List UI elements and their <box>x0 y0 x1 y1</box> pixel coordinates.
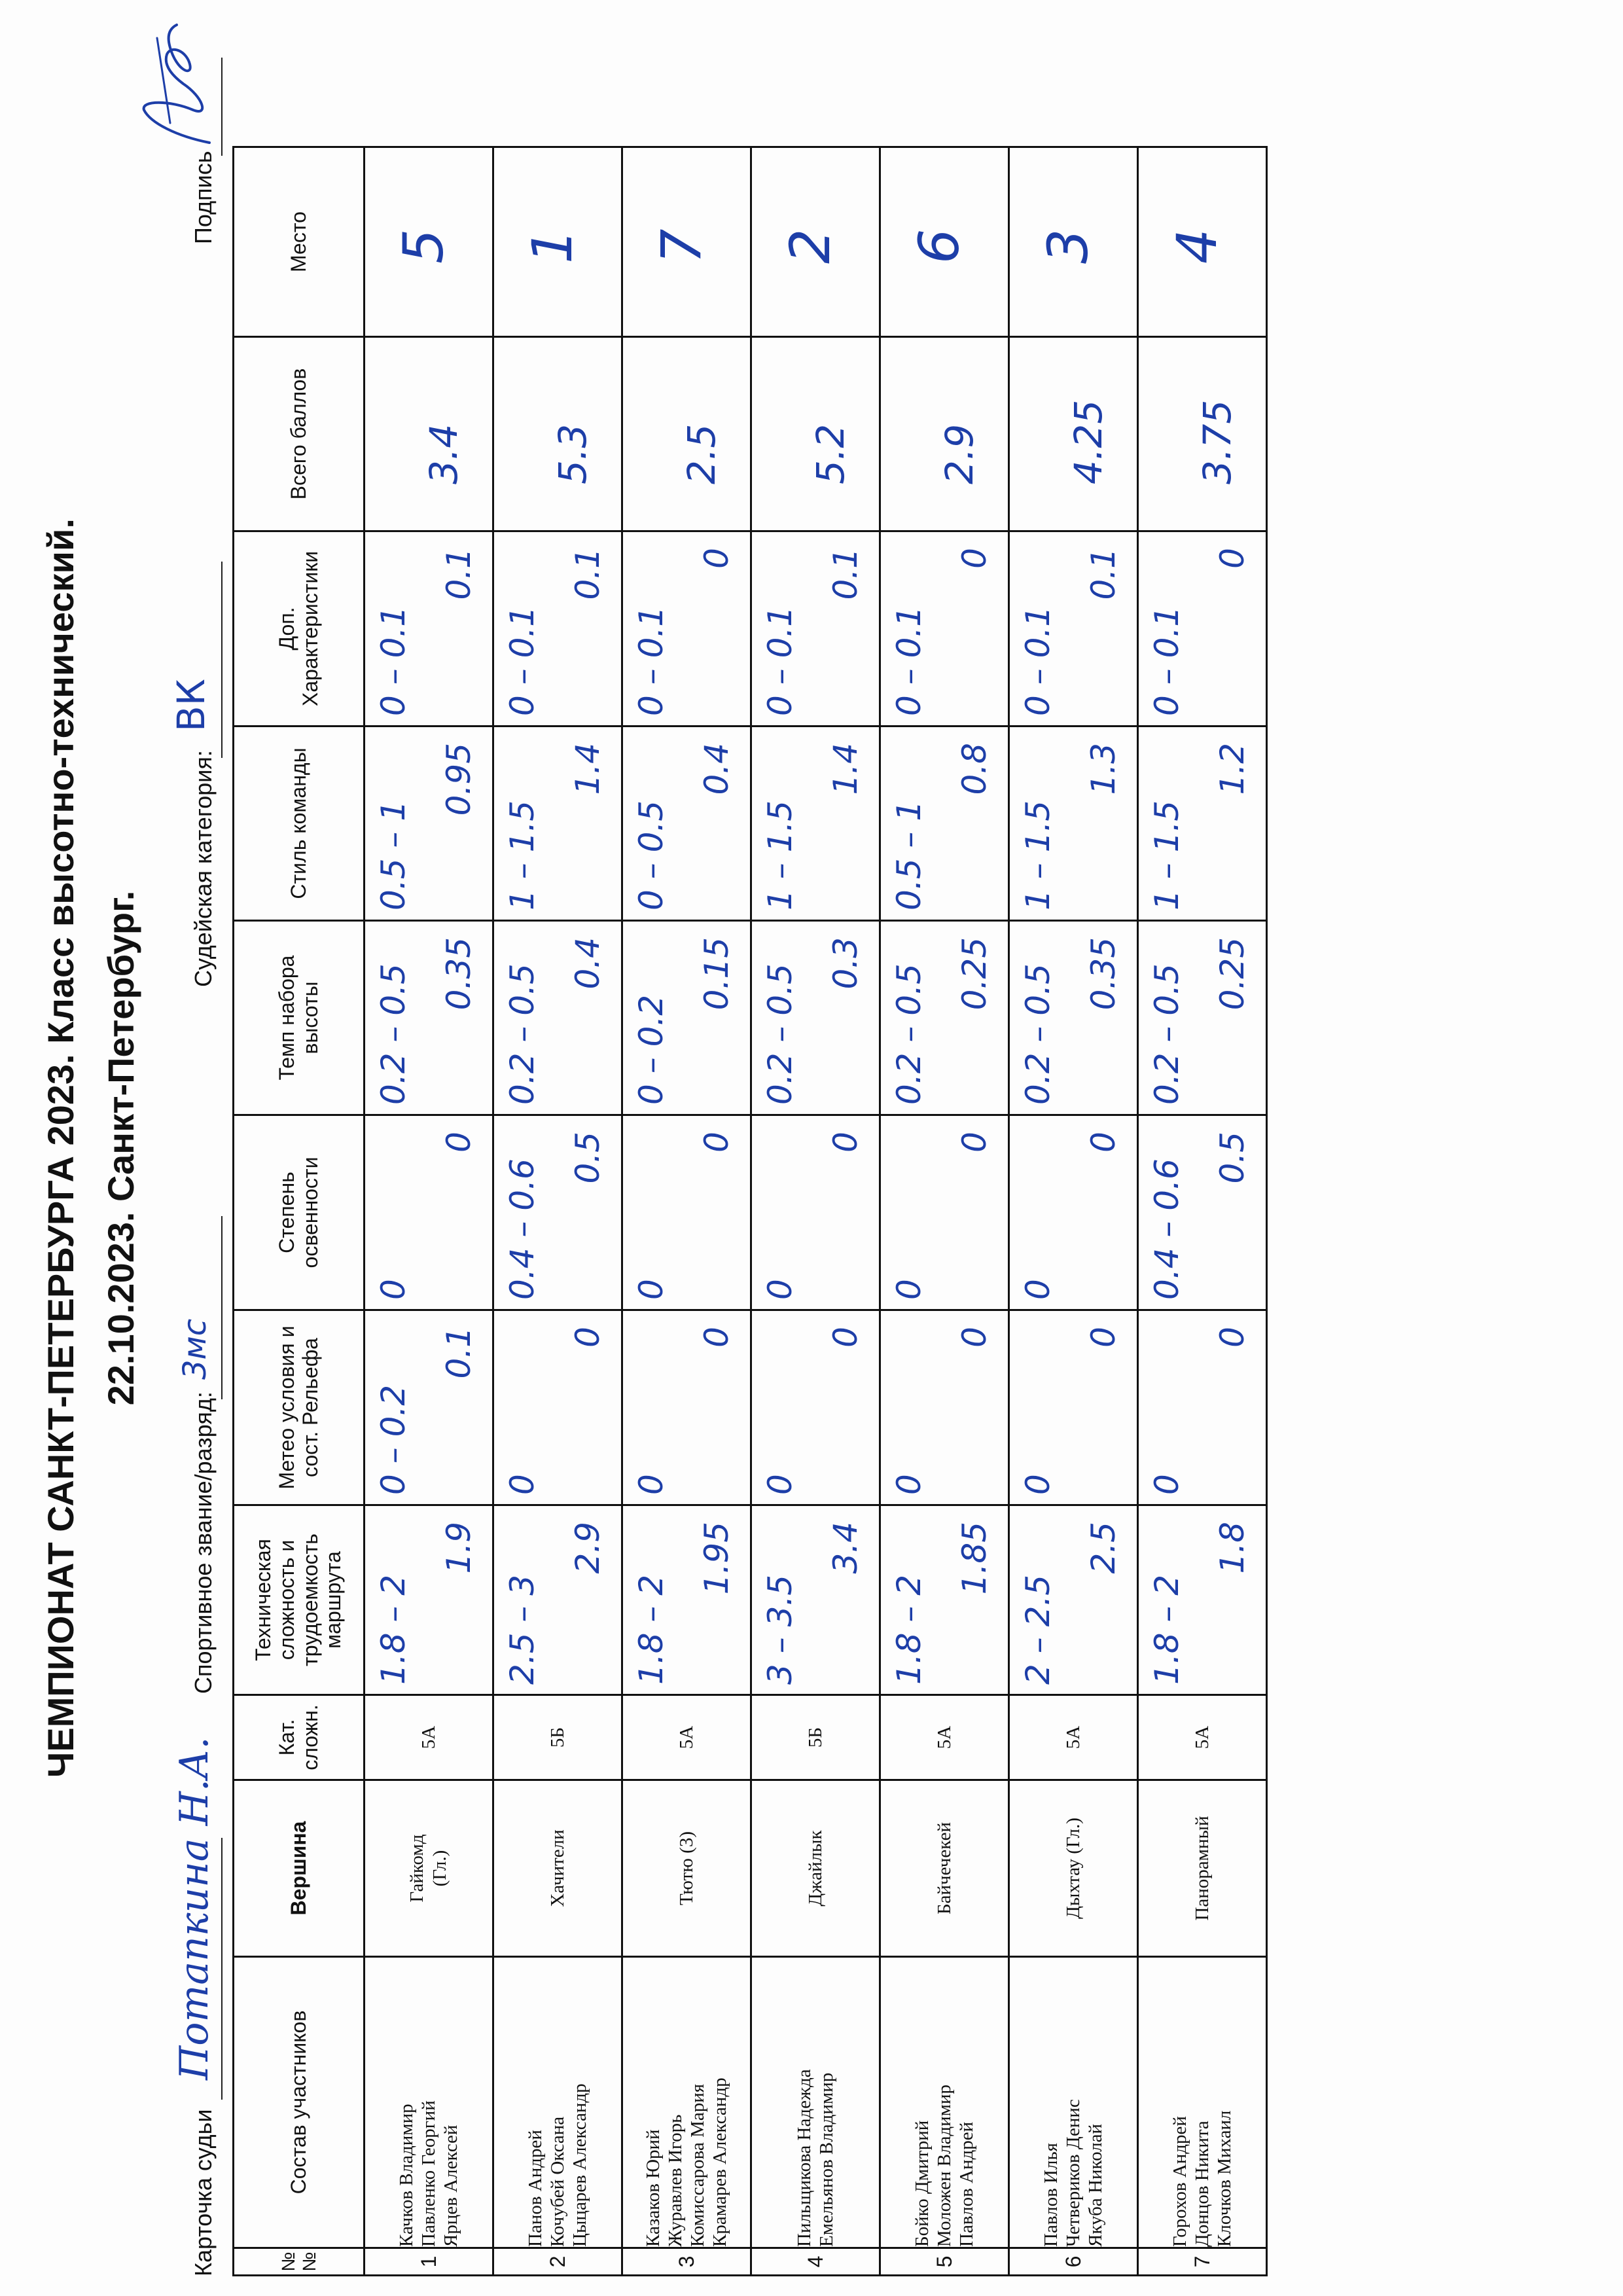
score-weather <box>1138 1310 1267 1505</box>
score-value-handwritten: 0.1 <box>1084 548 1122 600</box>
score-tech <box>493 1505 622 1695</box>
place-value <box>622 147 751 337</box>
score-value-handwritten: 0 <box>1084 1132 1122 1153</box>
member-name: Донцов Никита <box>1191 2121 1213 2247</box>
score-value-handwritten: 0 <box>698 1132 736 1153</box>
score-tech <box>1138 1505 1267 1695</box>
score-extra <box>1009 531 1138 726</box>
score-value-handwritten: 1.85 <box>955 1522 993 1595</box>
score-value-handwritten: 0.15 <box>698 937 736 1011</box>
total-handwritten: 2.9 <box>937 423 982 484</box>
member-name: Панов Андрей <box>524 2130 546 2247</box>
score-value-handwritten: 0.1 <box>440 548 478 600</box>
score-extra <box>493 531 622 726</box>
score-range-handwritten: 1 – 1.5 <box>761 800 799 910</box>
col-header-extra: Доп. Характеристики <box>234 531 365 726</box>
place-handwritten: 6 <box>907 228 971 264</box>
place-value <box>365 147 493 337</box>
score-range-handwritten: 0.4 – 0.6 <box>1148 1158 1186 1300</box>
score-pace <box>622 921 751 1115</box>
score-value-handwritten: 0 <box>1213 1327 1251 1348</box>
col-header-pace: Темп набора высоты <box>234 921 365 1115</box>
score-range-handwritten: 0 – 0.1 <box>503 605 541 716</box>
results-table <box>232 146 1268 2276</box>
score-range-handwritten: 0 <box>761 1279 799 1300</box>
member-name: Горохов Андрей <box>1169 2116 1190 2247</box>
score-range-handwritten: 1 – 1.5 <box>1148 800 1186 910</box>
col-header-total: Всего баллов <box>234 337 365 531</box>
col-header-explored: Степень освенности <box>234 1115 365 1310</box>
score-weather <box>493 1310 622 1505</box>
total-handwritten: 2.5 <box>679 423 724 484</box>
score-value-handwritten: 2.9 <box>569 1522 607 1574</box>
peak-line: Гайкомд <box>406 1834 428 1903</box>
col-header-weather: Метео условия и сост. Рельефа <box>234 1310 365 1505</box>
score-range-handwritten: 0.2 – 0.5 <box>374 963 412 1105</box>
score-range-handwritten: 0 – 0.2 <box>632 994 670 1105</box>
difficulty-category: 5А <box>880 1695 1009 1780</box>
team-members <box>1138 1957 1267 2248</box>
score-pace <box>1138 921 1267 1115</box>
peak-name <box>493 1780 622 1957</box>
score-value-handwritten: 0 <box>827 1132 865 1153</box>
score-total <box>1009 337 1138 531</box>
score-range-handwritten: 3 – 3.5 <box>761 1574 799 1685</box>
place-handwritten: 7 <box>649 228 713 264</box>
score-value-handwritten: 0 <box>440 1132 478 1153</box>
score-value-handwritten: 0 <box>569 1327 607 1348</box>
member-name: Пильщикова Надежда <box>793 2069 815 2247</box>
page-title: ЧЕМПИОНАТ САНКТ-ПЕТЕРБУРГА 2023. Класс высотно-технический. <box>40 518 81 1778</box>
score-explored <box>1009 1115 1138 1310</box>
team-members <box>622 1957 751 2248</box>
score-extra <box>751 531 880 726</box>
rank-handwritten: 3мс <box>177 1318 213 1380</box>
score-value-handwritten: 2.5 <box>1084 1522 1122 1574</box>
col-header-team: Состав участников <box>234 1957 365 2248</box>
score-explored <box>622 1115 751 1310</box>
row-number: 3 <box>622 2248 751 2276</box>
score-range-handwritten: 0.4 – 0.6 <box>503 1158 541 1300</box>
score-pace <box>365 921 493 1115</box>
difficulty-category: 5А <box>1138 1695 1267 1780</box>
col-header-cat: Кат. сложн. <box>234 1695 365 1780</box>
score-range-handwritten: 0 – 0.1 <box>761 605 799 716</box>
member-name: Клочков Михаил <box>1214 2110 1236 2247</box>
score-extra <box>622 531 751 726</box>
row-number: 6 <box>1009 2248 1138 2276</box>
judge-name-handwritten: Потапкина Н.А. <box>171 1736 217 2080</box>
row-number: 4 <box>751 2248 880 2276</box>
score-weather <box>880 1310 1009 1505</box>
col-header-place: Место <box>234 147 365 337</box>
score-value-handwritten: 0.1 <box>440 1327 478 1379</box>
member-name: Ярцев Алексей <box>440 2125 462 2247</box>
total-handwritten: 3.4 <box>421 423 466 484</box>
score-style <box>880 726 1009 921</box>
peak-line: Тютю (3) <box>675 1831 697 1905</box>
score-value-handwritten: 0.1 <box>827 548 865 600</box>
place-value <box>1009 147 1138 337</box>
place-handwritten: 2 <box>778 228 842 264</box>
peak-name <box>622 1780 751 1957</box>
score-range-handwritten: 0 – 0.5 <box>632 800 670 910</box>
score-tech <box>751 1505 880 1695</box>
score-extra <box>365 531 493 726</box>
page-subtitle: 22.10.2023. Санкт-Петербург. <box>100 890 141 1406</box>
rank-label: Спортивное звание/разряд: <box>190 1391 217 1694</box>
member-name: Якуба Николай <box>1085 2123 1107 2247</box>
score-range-handwritten: 0 <box>1019 1474 1057 1495</box>
score-pace <box>880 921 1009 1115</box>
score-value-handwritten: 1.4 <box>827 743 865 795</box>
member-name: Павленко Георгий <box>418 2100 439 2247</box>
score-range-handwritten: 0 – 0.1 <box>632 605 670 716</box>
row-number: 7 <box>1138 2248 1267 2276</box>
score-value-handwritten: 0.25 <box>1213 937 1251 1011</box>
row-number: 5 <box>880 2248 1009 2276</box>
score-style <box>1138 726 1267 921</box>
score-tech <box>1009 1505 1138 1695</box>
team-members <box>493 1957 622 2248</box>
score-value-handwritten: 0.5 <box>1213 1132 1251 1184</box>
team-members <box>1009 1957 1138 2248</box>
score-value-handwritten: 0 <box>955 1132 993 1153</box>
peak-name <box>880 1780 1009 1957</box>
place-handwritten: 1 <box>520 228 584 264</box>
table-row <box>1138 147 1267 2276</box>
score-value-handwritten: 0 <box>698 548 736 569</box>
table-row <box>493 147 622 2276</box>
score-range-handwritten: 1 – 1.5 <box>1019 800 1057 910</box>
score-explored <box>1138 1115 1267 1310</box>
score-range-handwritten: 1.8 – 2 <box>632 1574 670 1685</box>
member-name: Кочубей Оксана <box>546 2116 568 2247</box>
member-name: Цыцарев Александр <box>569 2083 591 2247</box>
score-range-handwritten: 0 – 0.2 <box>374 1384 412 1495</box>
col-header-style: Стиль команды <box>234 726 365 921</box>
score-range-handwritten: 0 – 0.1 <box>890 605 928 716</box>
place-value <box>1138 147 1267 337</box>
score-range-handwritten: 0.5 – 1 <box>374 800 412 910</box>
score-total <box>622 337 751 531</box>
difficulty-category: 5Б <box>751 1695 880 1780</box>
score-value-handwritten: 3.4 <box>827 1522 865 1574</box>
score-value-handwritten: 0.35 <box>440 937 478 1011</box>
difficulty-category: 5А <box>622 1695 751 1780</box>
score-value-handwritten: 0 <box>1084 1327 1122 1348</box>
difficulty-category: 5Б <box>493 1695 622 1780</box>
score-total <box>493 337 622 531</box>
score-range-handwritten: 2.5 – 3 <box>503 1574 541 1685</box>
score-range-handwritten: 0 <box>374 1279 412 1300</box>
score-value-handwritten: 1.2 <box>1213 743 1251 795</box>
score-value-handwritten: 1.95 <box>698 1522 736 1595</box>
score-range-handwritten: 1 – 1.5 <box>503 800 541 910</box>
member-name: Четвериков Денис <box>1062 2099 1084 2247</box>
score-weather <box>751 1310 880 1505</box>
score-range-handwritten: 0 <box>503 1474 541 1495</box>
total-handwritten: 3.75 <box>1195 399 1240 484</box>
member-name: Качков Владимир <box>395 2104 417 2247</box>
score-range-handwritten: 0 <box>890 1474 928 1495</box>
score-range-handwritten: 0 – 0.1 <box>1148 605 1186 716</box>
col-header-num: №№ <box>234 2248 365 2276</box>
score-tech <box>622 1505 751 1695</box>
difficulty-category: 5А <box>365 1695 493 1780</box>
score-value-handwritten: 0.5 <box>569 1132 607 1184</box>
score-value-handwritten: 1.8 <box>1213 1522 1251 1574</box>
member-name: Емельянов Владимир <box>816 2072 837 2247</box>
score-total <box>1138 337 1267 531</box>
category-label: Судейская категория: <box>190 750 217 987</box>
score-extra <box>880 531 1009 726</box>
score-pace <box>1009 921 1138 1115</box>
score-style <box>1009 726 1138 921</box>
score-total <box>751 337 880 531</box>
table-row <box>880 147 1009 2276</box>
total-handwritten: 5.2 <box>808 423 853 484</box>
member-name: Журавлев Игорь <box>664 2114 686 2247</box>
member-name: Крамарев Александр <box>709 2077 731 2247</box>
score-tech <box>880 1505 1009 1695</box>
score-explored <box>880 1115 1009 1310</box>
place-value <box>751 147 880 337</box>
peak-line: Джайлык <box>804 1830 826 1907</box>
score-explored <box>751 1115 880 1310</box>
score-value-handwritten: 1.4 <box>569 743 607 795</box>
score-value-handwritten: 0.1 <box>569 548 607 600</box>
score-style <box>751 726 880 921</box>
team-members <box>365 1957 493 2248</box>
score-value-handwritten: 1.9 <box>440 1522 478 1574</box>
place-handwritten: 4 <box>1165 228 1229 264</box>
score-value-handwritten: 0 <box>955 1327 993 1348</box>
score-range-handwritten: 2 – 2.5 <box>1019 1574 1057 1685</box>
score-style <box>493 726 622 921</box>
member-name: Моложен Владимир <box>933 2084 955 2247</box>
score-value-handwritten: 0 <box>955 548 993 569</box>
judge-name-line <box>221 1838 223 2100</box>
member-name: Павлов Илья <box>1040 2142 1061 2247</box>
difficulty-category: 5А <box>1009 1695 1138 1780</box>
score-range-handwritten: 0.5 – 1 <box>890 800 928 910</box>
score-explored <box>365 1115 493 1310</box>
score-range-handwritten: 0 – 0.1 <box>1019 605 1057 716</box>
place-value <box>493 147 622 337</box>
score-range-handwritten: 0.2 – 0.5 <box>890 963 928 1105</box>
score-pace <box>751 921 880 1115</box>
score-range-handwritten: 0.2 – 0.5 <box>761 963 799 1105</box>
score-range-handwritten: 0 <box>632 1279 670 1300</box>
score-range-handwritten: 0 <box>1148 1474 1186 1495</box>
score-value-handwritten: 0 <box>827 1327 865 1348</box>
score-style <box>622 726 751 921</box>
member-name: Павлов Андрей <box>956 2121 978 2247</box>
score-range-handwritten: 0 – 0.1 <box>374 605 412 716</box>
score-weather <box>622 1310 751 1505</box>
score-value-handwritten: 1.3 <box>1084 743 1122 795</box>
score-extra <box>1138 531 1267 726</box>
peak-line: Панорамный <box>1191 1816 1213 1921</box>
table-row <box>751 147 880 2276</box>
score-explored <box>493 1115 622 1310</box>
score-range-handwritten: 0 <box>761 1474 799 1495</box>
score-range-handwritten: 0 <box>632 1474 670 1495</box>
score-range-handwritten: 0 <box>890 1279 928 1300</box>
category-handwritten: ВК <box>169 679 213 732</box>
peak-name <box>1009 1780 1138 1957</box>
peak-name <box>365 1780 493 1957</box>
category-line <box>221 562 223 758</box>
score-tech <box>365 1505 493 1695</box>
place-handwritten: 5 <box>391 228 455 264</box>
score-range-handwritten: 0.2 – 0.5 <box>1019 963 1057 1105</box>
score-weather <box>1009 1310 1138 1505</box>
score-value-handwritten: 0.95 <box>440 743 478 816</box>
score-weather <box>365 1310 493 1505</box>
place-value <box>880 147 1009 337</box>
team-members <box>751 1957 880 2248</box>
peak-line: Дыхтау (Гл.) <box>1062 1818 1084 1919</box>
row-number: 1 <box>365 2248 493 2276</box>
score-pace <box>493 921 622 1115</box>
score-value-handwritten: 0.4 <box>569 937 607 990</box>
member-name: Казаков Юрий <box>642 2129 664 2247</box>
signature-label: Подпись <box>190 151 217 244</box>
score-range-handwritten: 0.2 – 0.5 <box>1148 963 1186 1105</box>
peak-line: Байчечекей <box>933 1822 955 1914</box>
peak-line: (Гл.) <box>429 1850 450 1887</box>
member-name: Бойко Дмитрий <box>911 2120 933 2247</box>
team-members <box>880 1957 1009 2248</box>
table-row <box>365 147 493 2276</box>
total-handwritten: 4.25 <box>1066 399 1111 484</box>
rank-line <box>221 1216 223 1399</box>
peak-name <box>751 1780 880 1957</box>
score-value-handwritten: 0.4 <box>698 743 736 795</box>
score-value-handwritten: 0.8 <box>955 743 993 795</box>
score-value-handwritten: 0 <box>1213 548 1251 569</box>
score-range-handwritten: 0 <box>1019 1279 1057 1300</box>
score-range-handwritten: 1.8 – 2 <box>890 1574 928 1685</box>
score-value-handwritten: 0 <box>698 1327 736 1348</box>
place-handwritten: 3 <box>1036 228 1100 264</box>
score-range-handwritten: 0.2 – 0.5 <box>503 963 541 1105</box>
member-name: Комиссарова Мария <box>687 2083 708 2247</box>
peak-name <box>1138 1780 1267 1957</box>
table-row <box>622 147 751 2276</box>
judge-card-label: Карточка судьи <box>190 2109 217 2276</box>
score-value-handwritten: 0.3 <box>827 937 865 990</box>
score-total <box>365 337 493 531</box>
score-value-handwritten: 0.25 <box>955 937 993 1011</box>
score-range-handwritten: 1.8 – 2 <box>1148 1574 1186 1685</box>
col-header-peak: Вершина <box>234 1780 365 1957</box>
peak-line: Хачители <box>546 1829 568 1907</box>
score-value-handwritten: 0.35 <box>1084 937 1122 1011</box>
score-total <box>880 337 1009 531</box>
total-handwritten: 5.3 <box>550 423 595 484</box>
signature-icon <box>131 18 229 162</box>
table-row <box>1009 147 1138 2276</box>
col-header-tech: Техническая сложность и трудоемкость маршрута <box>234 1505 365 1695</box>
row-number: 2 <box>493 2248 622 2276</box>
score-range-handwritten: 1.8 – 2 <box>374 1574 412 1685</box>
score-style <box>365 726 493 921</box>
